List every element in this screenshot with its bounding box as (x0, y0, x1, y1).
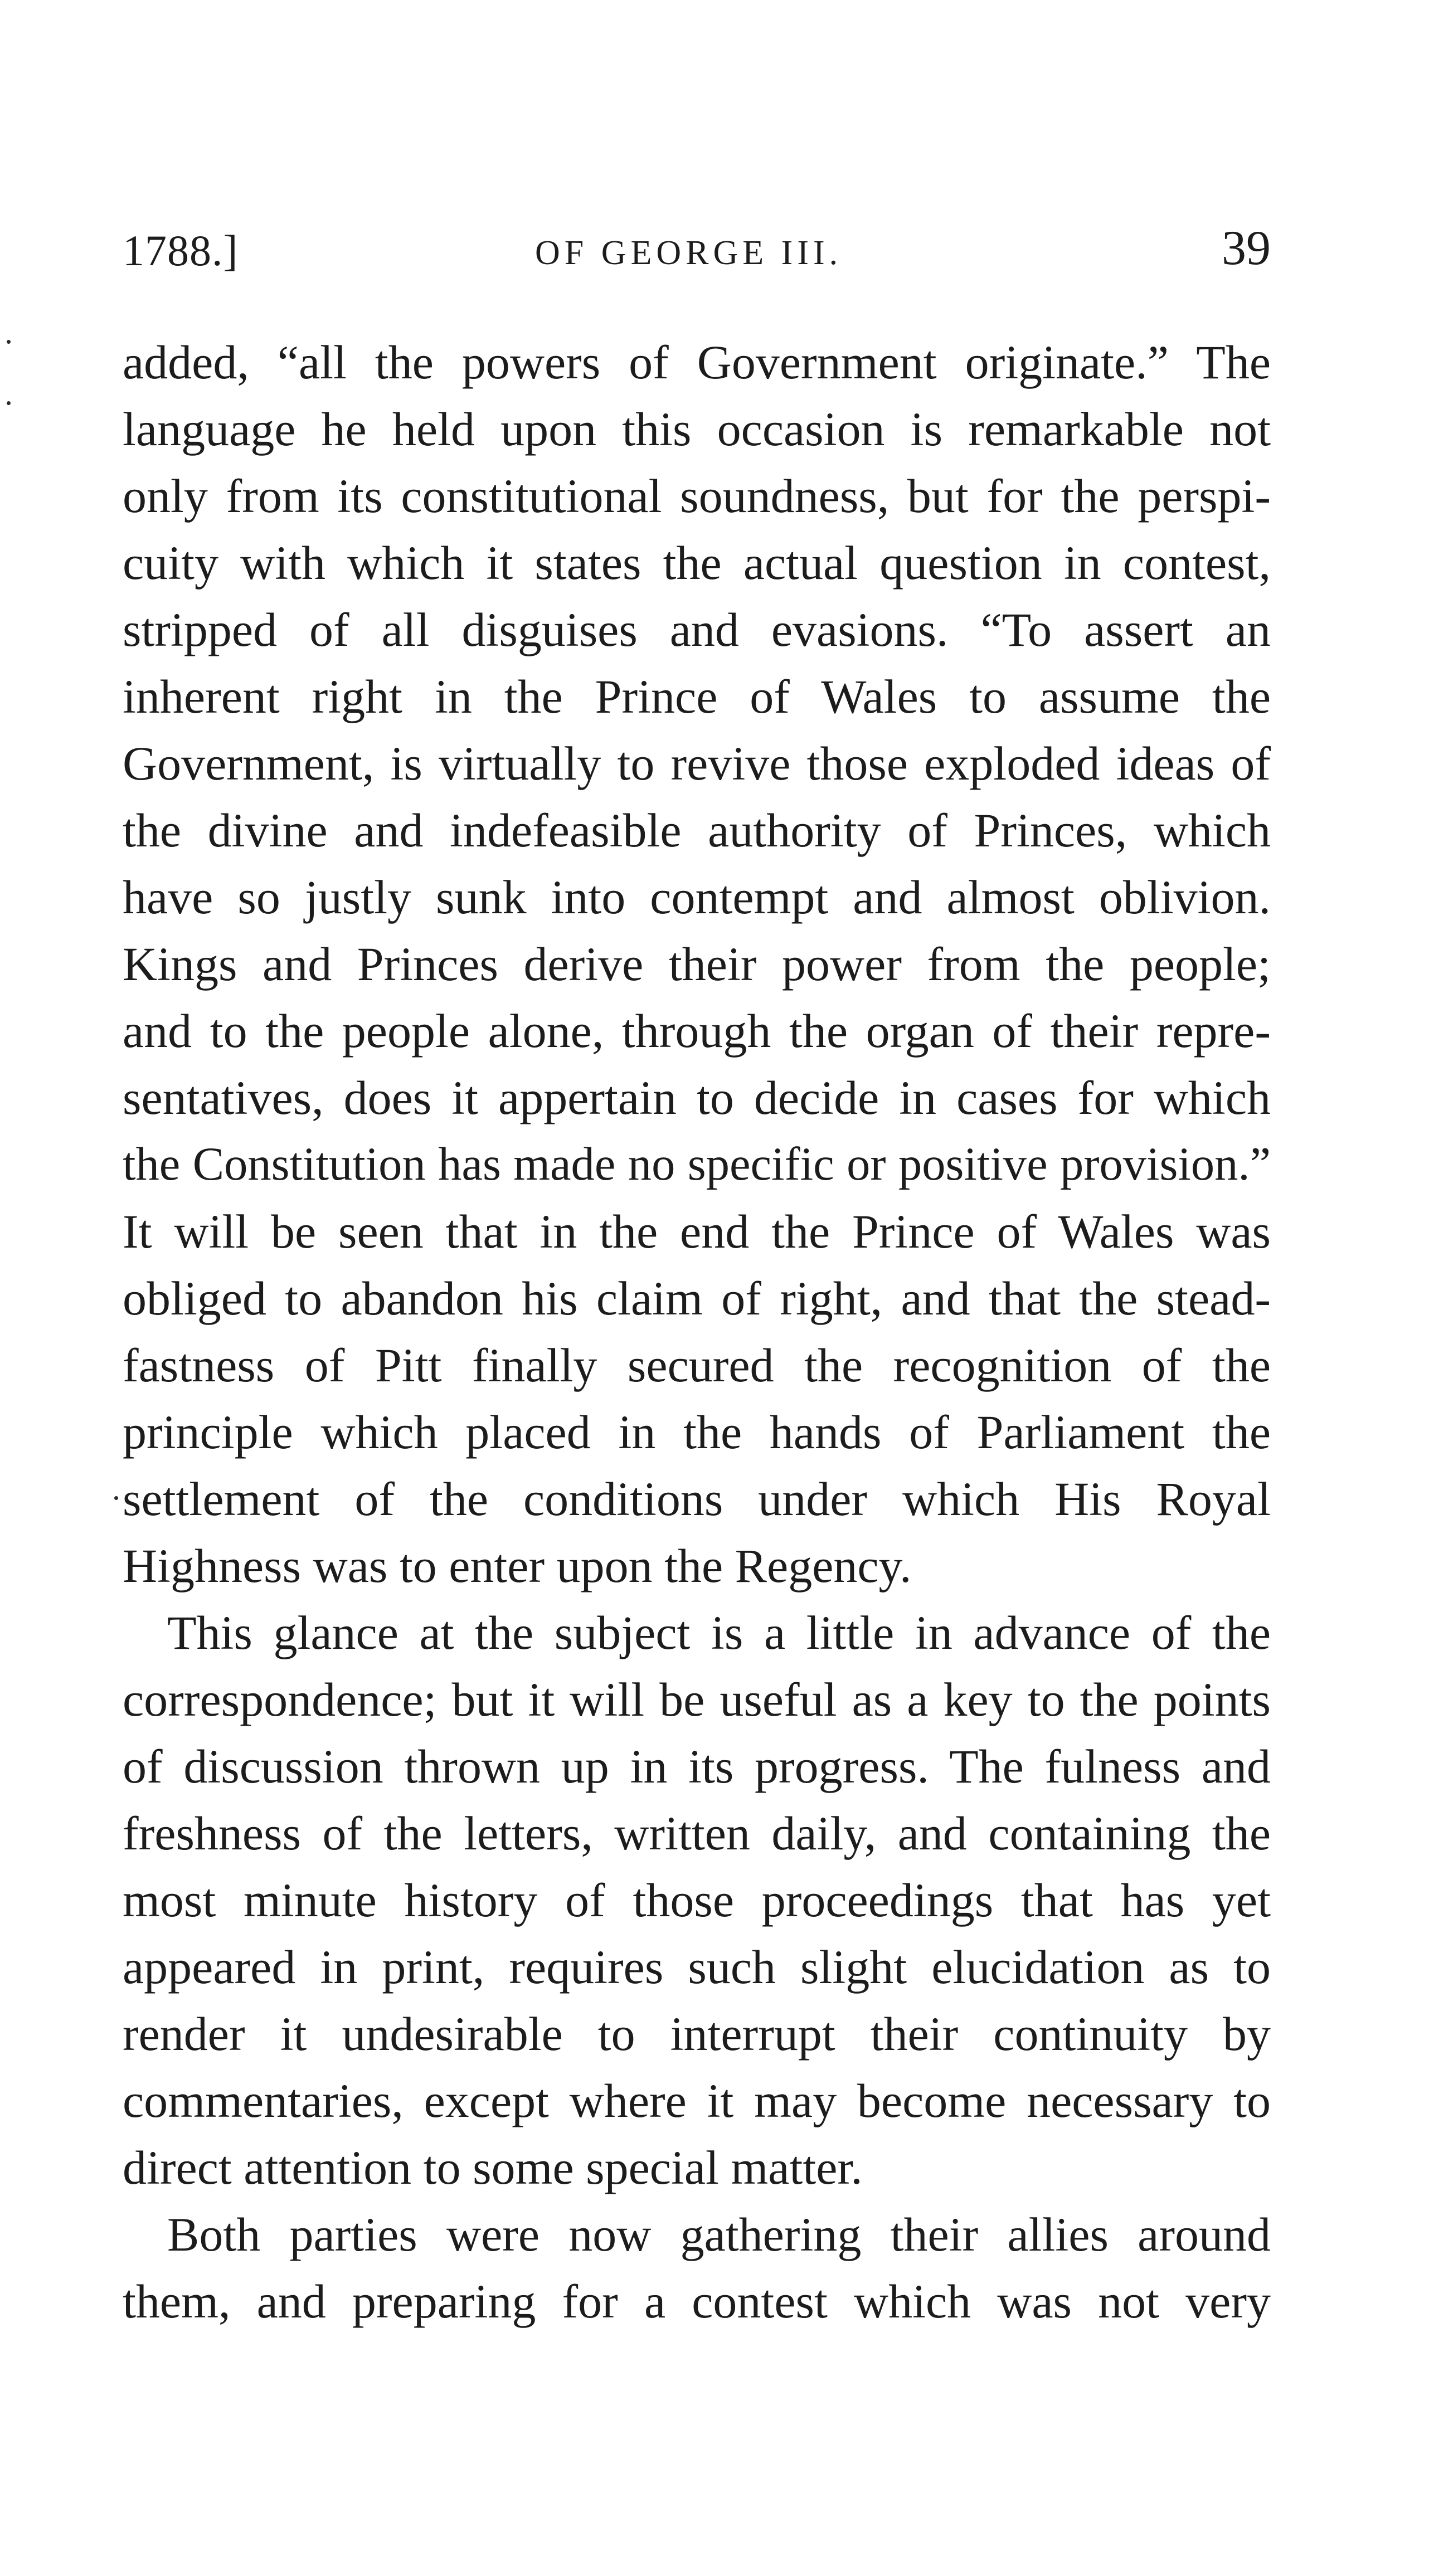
text-line: cuity with which it states the actual question in contest, (123, 536, 1271, 590)
text-line: most minute history of those proceedings that has yet (123, 1873, 1271, 1927)
text-line: appeared in print, requires such slight elucidation as to (123, 1940, 1271, 1994)
text-line: the divine and indefeasible authority of Princes, which (123, 804, 1271, 857)
text-line: stripped of all disguises and evasions. “To assert an (123, 603, 1271, 656)
text-line: sentatives, does it appertain to decide in cases for which (123, 1071, 1271, 1124)
text-line: principle which placed in the hands of Parliament the (123, 1405, 1271, 1459)
text-line: the Constitution has made no specific or positive provision.” (123, 1138, 1271, 1190)
text-line: Both parties were now gathering their allies around (167, 2208, 1271, 2261)
text-line: commentaries, except where it may become necessary to (123, 2074, 1271, 2127)
page-number: 39 (1222, 221, 1271, 275)
paragraph-1 (123, 329, 1271, 1599)
text-line: freshness of the letters, written daily, and containing the (123, 1806, 1271, 1860)
paragraph-3 (123, 2201, 1271, 2335)
margin-speck (114, 1496, 118, 1500)
text-line: inherent right in the Prince of Wales to assume the (123, 670, 1271, 723)
text-line: and to the people alone, through the organ of their repre- (123, 1004, 1271, 1058)
margin-speck (7, 340, 11, 344)
running-header (123, 221, 1271, 304)
text-line: Highness was to enter upon the Regency. (123, 1539, 912, 1593)
text-line: Government, is virtually to revive those exploded ideas of (123, 737, 1271, 790)
text-line: Kings and Princes derive their power from the people; (123, 937, 1271, 991)
text-line: have so justly sunk into contempt and almost oblivion. (123, 870, 1271, 924)
text-line: only from its constitutional soundness, but for the perspi- (123, 469, 1271, 523)
text-line: of discussion thrown up in its progress. The fulness and (123, 1740, 1271, 1793)
paragraph-2 (123, 1599, 1271, 2201)
text-line: fastness of Pitt finally secured the recognition of the (123, 1338, 1271, 1392)
text-line: them, and preparing for a contest which was not very (123, 2275, 1271, 2328)
text-line: settlement of the conditions under which His Royal (123, 1472, 1271, 1526)
header-year: 1788.] (123, 226, 239, 275)
text-line: obliged to abandon his claim of right, and that the stead- (123, 1272, 1271, 1325)
text-line: added, “all the powers of Government originate.” The (123, 335, 1271, 389)
text-line: direct attention to some special matter. (123, 2141, 863, 2194)
text-line: It will be seen that in the end the Prince of Wales was (123, 1205, 1271, 1258)
text-line: correspondence; but it will be useful as a key to the points (123, 1673, 1271, 1726)
text-line: This glance at the subject is a little in advance of the (167, 1606, 1271, 1659)
text-line: render it undesirable to interrupt their continuity by (123, 2007, 1271, 2061)
body-text (123, 329, 1271, 2335)
margin-speck (7, 401, 11, 405)
text-line: language he held upon this occasion is remarkable not (123, 402, 1271, 456)
header-title: OF GEORGE III. (535, 234, 843, 272)
